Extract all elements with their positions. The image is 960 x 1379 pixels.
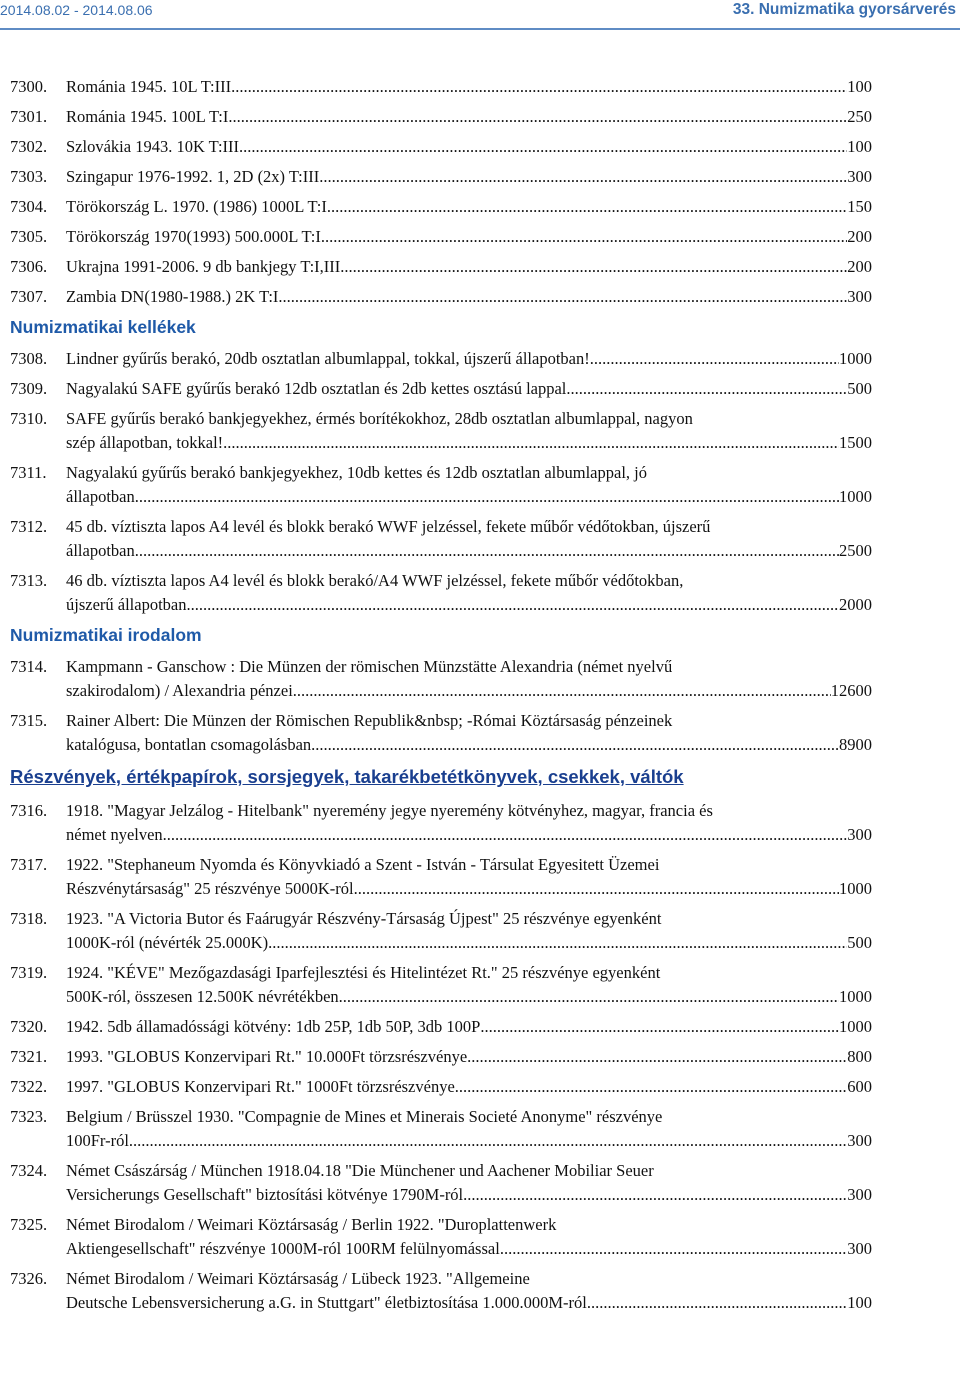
starting-price: 300	[847, 287, 872, 306]
lot-entry	[10, 799, 872, 847]
lot-description-line	[66, 255, 872, 279]
lot-description-line	[66, 1291, 872, 1315]
lot-description-text: Törökország 1970(1993) 500.000L T:I	[66, 227, 321, 246]
dot-leader	[500, 1237, 847, 1261]
lot-number: 7320.	[10, 1017, 48, 1036]
lot-entry	[10, 515, 872, 563]
lot-description-text: Szingapur 1976-1992. 1, 2D (2x) T:III	[66, 167, 320, 186]
lot-description	[66, 255, 872, 279]
lot-entry	[10, 105, 872, 129]
dot-leader	[228, 105, 847, 129]
lot-description-text: állapotban	[66, 541, 135, 560]
dot-leader	[187, 593, 840, 617]
lot-entry	[10, 1075, 872, 1099]
starting-price: 300	[847, 1185, 872, 1204]
lot-description-line	[66, 1045, 872, 1069]
lot-number: 7306.	[10, 257, 48, 276]
page-header	[0, 0, 960, 40]
section-heading: Numizmatikai irodalom	[10, 625, 202, 645]
lot-description-text: Aktiengesellschaft" részvénye 1000M-ról 100RM felülnyomással	[66, 1239, 500, 1258]
lot-entry	[10, 407, 872, 455]
lot-description-line	[66, 593, 872, 617]
lot-number: 7303.	[10, 167, 48, 186]
header-rule	[0, 28, 960, 30]
lot-description-line	[66, 347, 872, 371]
lot-number: 7326.	[10, 1269, 48, 1288]
lot-description	[66, 407, 872, 455]
lot-description-text: újszerű állapotban	[66, 595, 187, 614]
lot-entry	[10, 1045, 872, 1069]
lot-description-line: Kampmann - Ganschow : Die Münzen der römischen Münzstätte Alexandria (német nyelvű	[66, 657, 673, 676]
dot-leader	[339, 985, 839, 1009]
lot-number: 7316.	[10, 801, 48, 820]
lot-description-line: Német Birodalom / Weimari Köztársaság / Berlin 1922. "Duroplattenwerk	[66, 1215, 557, 1234]
lot-description-text: Törökország L. 1970. (1986) 1000L T:I	[66, 197, 327, 216]
lot-description	[66, 285, 872, 309]
lot-number: 7314.	[10, 657, 48, 676]
lot-description-line	[66, 165, 872, 189]
lot-description-line: Nagyalakú gyűrűs berakó bankjegyekhez, 10db kettes és 12db osztatlan albumlappal, jó	[66, 463, 647, 482]
lot-description-text: 500K-ról, összesen 12.500K névrétékben	[66, 987, 339, 1006]
starting-price: 8900	[839, 735, 872, 754]
lot-entry	[10, 655, 872, 703]
starting-price: 1500	[839, 433, 872, 452]
lot-description	[66, 195, 872, 219]
lot-description-line	[66, 679, 872, 703]
lot-description-text: Lindner gyűrűs berakó, 20db osztatlan albumlappal, tokkal, újszerű állapotban!	[66, 349, 590, 368]
lot-description	[66, 853, 872, 901]
starting-price: 500	[847, 379, 872, 398]
starting-price: 500	[847, 933, 872, 952]
lot-description	[66, 377, 872, 401]
starting-price: 2000	[839, 595, 872, 614]
starting-price: 300	[847, 167, 872, 186]
lot-entry	[10, 165, 872, 189]
lot-number: 7321.	[10, 1047, 48, 1066]
lot-number: 7325.	[10, 1215, 48, 1234]
lot-description	[66, 1075, 872, 1099]
lot-description-line: 1918. "Magyar Jelzálog - Hitelbank" nyeremény jegye nyeremény kötvényhez, magyar, francia és	[66, 801, 713, 820]
lot-description-line: 1924. "KÉVE" Mezőgazdasági Iparfejlesztési és Hitelintézet Rt." 25 részvénye egyenként	[66, 963, 661, 982]
starting-price: 1000	[839, 487, 872, 506]
lot-entry	[10, 569, 872, 617]
lot-description-text: Nagyalakú SAFE gyűrűs berakó 12db osztatlan és 2db kettes osztású lappal	[66, 379, 567, 398]
lot-description-line	[66, 195, 872, 219]
lot-number: 7323.	[10, 1107, 48, 1126]
lot-description	[66, 515, 872, 563]
lot-description-line: 46 db. víztiszta lapos A4 levél és blokk berakó/A4 WWF jelzéssel, fekete műbőr védőtokban,	[66, 571, 684, 590]
lot-description-text: 1942. 5db államadóssági kötvény: 1db 25P, 1db 50P, 3db 100P	[66, 1017, 481, 1036]
lot-number: 7301.	[10, 107, 48, 126]
lot-description	[66, 1105, 872, 1153]
lot-description	[66, 1267, 872, 1315]
lot-description-line	[66, 75, 872, 99]
lot-description-line	[66, 1075, 872, 1099]
lot-entry	[10, 135, 872, 159]
lot-description-text: Románia 1945. 10L T:III	[66, 77, 232, 96]
dot-leader	[268, 931, 847, 955]
dot-leader	[319, 165, 847, 189]
starting-price: 150	[847, 197, 872, 216]
lot-description-text: Zambia DN(1980-1988.) 2K T:I	[66, 287, 279, 306]
lot-entry	[10, 1105, 872, 1153]
starting-price: 300	[847, 825, 872, 844]
dot-leader	[321, 225, 847, 249]
lot-description-line	[66, 1183, 872, 1207]
lot-description	[66, 709, 872, 757]
lot-description-text: német nyelven	[66, 825, 163, 844]
lot-number: 7315.	[10, 711, 48, 730]
lot-description	[66, 907, 872, 955]
lot-description-line	[66, 823, 872, 847]
starting-price: 100	[847, 1293, 872, 1312]
lot-description	[66, 135, 872, 159]
lot-description-text: 1993. "GLOBUS Konzervipari Rt." 10.000Ft törzsrészvénye	[66, 1047, 468, 1066]
lot-description	[66, 461, 872, 509]
starting-price: 300	[847, 1131, 872, 1150]
lot-description-line	[66, 733, 872, 757]
starting-price: 200	[847, 227, 872, 246]
lot-description-line: Német Császárság / München 1918.04.18 "Die Münchener und Aachener Mobiliar Seuer	[66, 1161, 654, 1180]
dot-leader	[354, 877, 839, 901]
lot-description-line	[66, 985, 872, 1009]
lot-description	[66, 961, 872, 1009]
lot-description	[66, 1213, 872, 1261]
lot-description-line: Belgium / Brüsszel 1930. "Compagnie de Mines et Minerais Societé Anonyme" részvénye	[66, 1107, 663, 1126]
lot-number: 7307.	[10, 287, 48, 306]
lot-description-text: katalógusa, bontatlan csomagolásban	[66, 735, 312, 754]
starting-price: 600	[847, 1077, 872, 1096]
lot-description	[66, 165, 872, 189]
dot-leader	[327, 195, 847, 219]
starting-price: 100	[847, 77, 872, 96]
lot-description-line	[66, 539, 872, 563]
lot-description-line	[66, 931, 872, 955]
lot-description-line: Rainer Albert: Die Münzen der Römischen Republik&nbsp; -Római Köztársaság pénzeinek	[66, 711, 673, 730]
lot-description	[66, 1015, 872, 1039]
lot-description-line	[66, 285, 872, 309]
lot-number: 7310.	[10, 409, 48, 428]
starting-price: 1000	[839, 349, 872, 368]
dot-leader	[463, 1183, 847, 1207]
dot-leader	[231, 75, 847, 99]
lot-entry	[10, 1159, 872, 1207]
dot-leader	[135, 539, 839, 563]
lot-number: 7312.	[10, 517, 48, 536]
lot-description-text: 100Fr-ról	[66, 1131, 129, 1150]
lot-description	[66, 1045, 872, 1069]
lot-description	[66, 225, 872, 249]
lot-list	[10, 75, 872, 1321]
lot-description-text: Részvénytársaság" 25 részvénye 5000K-ról	[66, 879, 354, 898]
lot-description-line	[66, 877, 872, 901]
lot-description-line	[66, 135, 872, 159]
dot-leader	[129, 1129, 847, 1153]
starting-price: 200	[847, 257, 872, 276]
lot-description-line	[66, 225, 872, 249]
lot-description	[66, 655, 872, 703]
lot-description-line	[66, 1015, 872, 1039]
lot-number: 7324.	[10, 1161, 48, 1180]
lot-entry	[10, 907, 872, 955]
lot-description	[66, 105, 872, 129]
dot-leader	[455, 1075, 847, 1099]
dot-leader	[135, 485, 839, 509]
lot-description-text: 1000K-ról (névérték 25.000K)	[66, 933, 269, 952]
lot-entry	[10, 709, 872, 757]
lot-description-line	[66, 377, 872, 401]
dot-leader	[293, 679, 831, 703]
lot-description-text: Ukrajna 1991-2006. 9 db bankjegy T:I,III	[66, 257, 341, 276]
lot-description-line: 1923. "A Victoria Butor és Faárugyár Részvény-Társaság Újpest" 25 részvénye egyenként	[66, 909, 662, 928]
dot-leader	[239, 135, 847, 159]
lot-entry	[10, 75, 872, 99]
section-heading: Numizmatikai kellékek	[10, 317, 196, 337]
lot-description-line: SAFE gyűrűs berakó bankjegyekhez, érmés borítékokhoz, 28db osztatlan albumlappal, nagyon	[66, 409, 693, 428]
lot-description	[66, 347, 872, 371]
lot-description-text: állapotban	[66, 487, 135, 506]
lot-description-text: Deutsche Lebensversicherung a.G. in Stuttgart" életbiztosítása 1.000.000M-ról	[66, 1293, 587, 1312]
lot-entry	[10, 461, 872, 509]
dot-leader	[587, 1291, 847, 1315]
lot-description-text: Versicherungs Gesellschaft" biztosítási kötvénye 1790M-ról	[66, 1185, 464, 1204]
lot-description-line: 1922. "Stephaneum Nyomda és Könyvkiadó a Szent - István - Társulat Egyesitett Üzemei	[66, 855, 660, 874]
lot-entry	[10, 285, 872, 309]
lot-number: 7300.	[10, 77, 48, 96]
starting-price: 1000	[839, 1017, 872, 1036]
starting-price: 12600	[830, 681, 872, 700]
dot-leader	[467, 1045, 847, 1069]
lot-number: 7313.	[10, 571, 48, 590]
starting-price: 100	[847, 137, 872, 156]
lot-description-line	[66, 1237, 872, 1261]
dot-leader	[278, 285, 847, 309]
lot-number: 7319.	[10, 963, 48, 982]
starting-price: 1000	[839, 987, 872, 1006]
lot-entry	[10, 347, 872, 371]
starting-price: 250	[847, 107, 872, 126]
lot-description	[66, 569, 872, 617]
lot-description-text: szakirodalom) / Alexandria pénzei	[66, 681, 293, 700]
starting-price: 1000	[839, 879, 872, 898]
lot-number: 7322.	[10, 1077, 48, 1096]
lot-entry	[10, 1213, 872, 1261]
dot-leader	[590, 347, 839, 371]
lot-description-text: szép állapotban, tokkal!	[66, 433, 224, 452]
lot-number: 7309.	[10, 379, 48, 398]
lot-entry	[10, 1267, 872, 1315]
lot-entry	[10, 377, 872, 401]
lot-description-line: 45 db. víztiszta lapos A4 levél és blokk berakó WWF jelzéssel, fekete műbőr védőtokban, újszerű	[66, 517, 711, 536]
lot-number: 7308.	[10, 349, 48, 368]
lot-description-text: Szlovákia 1943. 10K T:III	[66, 137, 240, 156]
lot-entry	[10, 195, 872, 219]
dot-leader	[223, 431, 839, 455]
starting-price: 800	[847, 1047, 872, 1066]
lot-entry	[10, 225, 872, 249]
lot-number: 7318.	[10, 909, 48, 928]
lot-description-line	[66, 105, 872, 129]
lot-description-text: Románia 1945. 100L T:I	[66, 107, 229, 126]
dot-leader	[340, 255, 847, 279]
lot-description-line	[66, 1129, 872, 1153]
dot-leader	[566, 377, 847, 401]
lot-description	[66, 75, 872, 99]
lot-description-line: Német Birodalom / Weimari Köztársaság / Lübeck 1923. "Allgemeine	[66, 1269, 530, 1288]
lot-entry	[10, 1015, 872, 1039]
lot-number: 7317.	[10, 855, 48, 874]
lot-description-line	[66, 485, 872, 509]
starting-price: 300	[847, 1239, 872, 1258]
section-heading: Részvények, értékpapírok, sorsjegyek, takarékbetétkönyvek, csekkek, váltók	[10, 766, 684, 787]
lot-number: 7304.	[10, 197, 48, 216]
dot-leader	[480, 1015, 839, 1039]
lot-number: 7311.	[10, 463, 47, 482]
lot-entry	[10, 853, 872, 901]
auction-title: 33. Numizmatika gyorsárverés	[732, 1, 956, 18]
lot-description	[66, 799, 872, 847]
lot-number: 7305.	[10, 227, 48, 246]
dot-leader	[163, 823, 848, 847]
starting-price: 2500	[839, 541, 872, 560]
lot-description-line	[66, 431, 872, 455]
lot-entry	[10, 961, 872, 1009]
auction-dates: 2014.08.02 - 2014.08.06	[0, 2, 153, 18]
lot-number: 7302.	[10, 137, 48, 156]
dot-leader	[311, 733, 839, 757]
lot-description	[66, 1159, 872, 1207]
lot-description-text: 1997. "GLOBUS Konzervipari Rt." 1000Ft törzsrészvénye	[66, 1077, 455, 1096]
lot-entry	[10, 255, 872, 279]
